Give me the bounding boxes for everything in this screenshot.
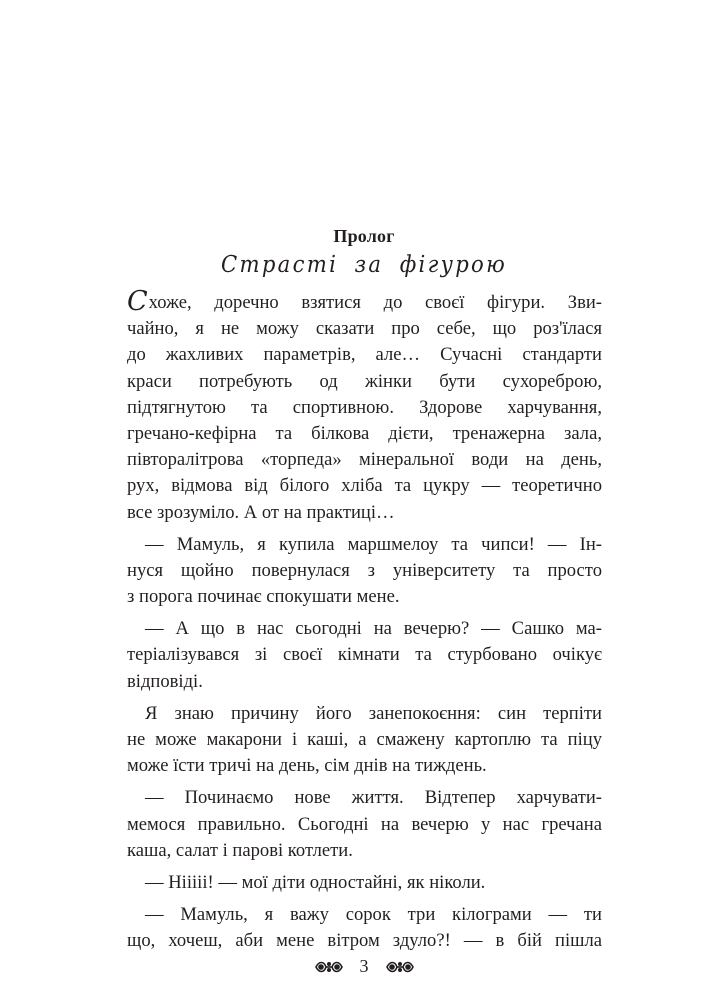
text-line-content: мемося правильно. Сьогодні на вечерю у нас гречана <box>127 813 602 835</box>
text-line <box>127 473 602 499</box>
text-line <box>127 558 602 584</box>
drop-cap: С <box>127 286 148 317</box>
text-line-content: нуся щойно повернулася з університету та просто <box>127 559 602 581</box>
page-number: 3 <box>359 956 369 976</box>
text-line-content: чайно, я не можу сказати про себе, що роз'їлася <box>127 318 602 340</box>
chapter-title: Пролог <box>333 226 395 246</box>
text-line-content: — Починаємо нове життя. Відтепер харчувати- <box>145 787 602 809</box>
text-line <box>127 532 602 558</box>
text-line-content: що, хочеш, аби мене вітром здуло?! — в бій пішла <box>127 930 602 952</box>
text-line <box>127 616 602 642</box>
chapter-subtitle: Страсті за фігурою <box>220 252 508 278</box>
text-line <box>127 500 602 526</box>
text-line-content: з порога починає спокушати мене. <box>127 586 400 608</box>
text-line <box>127 447 602 473</box>
text-line <box>127 669 602 695</box>
text-line <box>127 812 602 838</box>
text-line <box>127 701 602 727</box>
text-line <box>127 785 602 811</box>
ornament-swirl-icon <box>314 959 344 975</box>
page-footer <box>0 956 728 977</box>
ornament-swirl-icon <box>385 959 415 975</box>
text-line-content: теріалізувався зі своєї кімнати та стурбовано очікує <box>127 644 602 666</box>
text-line-content: до жахливих параметрів, але… Сучасні стандарти <box>127 344 602 366</box>
body-text <box>127 286 602 955</box>
text-line <box>127 584 602 610</box>
text-line-content: краси потребують од жінки бути сухореброю, <box>127 370 602 392</box>
text-line <box>127 369 602 395</box>
text-line <box>127 286 602 317</box>
text-line-content: — Мамуль, я важу сорок три кілограми — ти <box>145 904 602 926</box>
text-line <box>127 642 602 668</box>
text-line <box>127 342 602 368</box>
text-line-content: Я знаю причину його занепокоєння: син терпіти <box>145 702 602 724</box>
text-line <box>127 316 602 342</box>
text-line <box>127 928 602 954</box>
text-line <box>127 753 602 779</box>
text-line-content: рух, відмова від білого хліба та цукру — теоретично <box>127 475 602 497</box>
text-line <box>127 838 602 864</box>
text-line-content: гречано-кефірна та білкова дієти, тренажерна зала, <box>127 422 602 444</box>
text-line-content: підтягнутою та спортивною. Здорове харчування, <box>127 396 602 418</box>
text-line-content: може їсти тричі на день, сім днів на тиждень. <box>127 755 487 777</box>
text-line-content: все зрозуміло. А от на практиці… <box>127 501 395 523</box>
text-line-content: — А що в нас сьогодні на вечерю? — Сашко ма- <box>145 618 602 640</box>
text-line <box>127 870 602 896</box>
text-line-content: не може макарони і каші, а смажену картоплю та піцу <box>127 729 602 750</box>
text-line <box>127 727 602 753</box>
text-line <box>127 395 602 421</box>
text-line-content: каша, салат і парові котлети. <box>127 839 353 861</box>
text-line-content: — Нііііі! — мої діти одностайні, як ніколи. <box>145 871 486 893</box>
text-line-content: — Мамуль, я купила маршмелоу та чипси! — Ін- <box>145 533 602 555</box>
text-line-content: хоже, доречно взятися до своєї фігури. Зви- <box>148 292 602 313</box>
text-line-content: півторалітрова «торпеда» мінеральної води на день, <box>127 449 602 471</box>
text-line-content: відповіді. <box>127 670 203 692</box>
text-line <box>127 421 602 447</box>
text-line <box>127 902 602 928</box>
